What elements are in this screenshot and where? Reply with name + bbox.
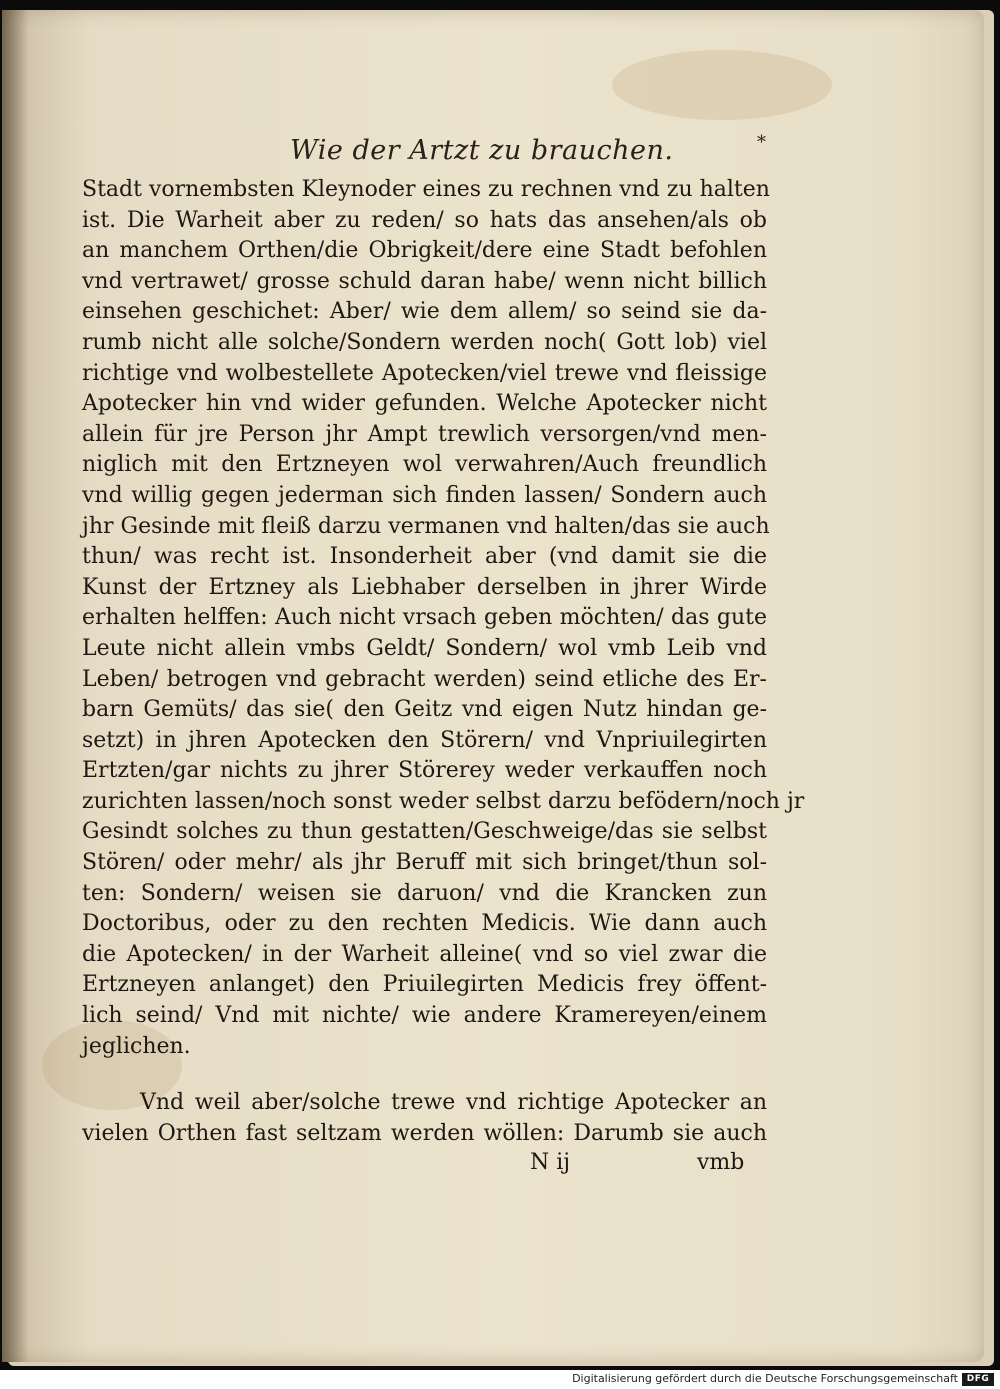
text-line: einsehen geschichet: Aber/ wie dem allem/ so seind sie da-: [82, 299, 767, 325]
text-line: Ertzneyen anlanget) den Priuilegirten Medicis frey öffent-: [82, 972, 767, 998]
text-line: Leben/ betrogen vnd gebracht werden) seind etliche des Er-: [82, 666, 767, 692]
body-text: [82, 175, 805, 1149]
text-line: zurichten lassen/noch sonst weder selbst darzu befödern/noch jr: [82, 788, 805, 814]
header-mark: *: [757, 132, 766, 153]
text-line: Stören/ oder mehr/ als jhr Beruff mit sich bringet/thun sol-: [82, 850, 767, 876]
text-line: an manchem Orthen/die Obrigkeit/dere eine Stadt befohlen: [82, 238, 767, 264]
text-line: thun/ was recht ist. Insonderheit aber (vnd damit sie die: [82, 544, 767, 570]
text-line: Kunst der Ertzney als Liebhaber derselben in jhrer Wirde: [82, 574, 767, 600]
text-line: vnd willig gegen jederman sich finden lassen/ Sondern auch: [82, 482, 767, 508]
spine-shadow: [2, 10, 28, 1362]
text-line: Doctoribus, oder zu den rechten Medicis. Wie dann auch: [82, 911, 767, 937]
text-line: richtige vnd wolbestellete Apotecken/viel trewe vnd fleissige: [82, 360, 767, 386]
text-line: allein für jre Person jhr Ampt trewlich versorgen/vnd men-: [82, 421, 767, 447]
dfg-logo: DFG: [962, 1373, 994, 1386]
text-line: Ertzten/gar nichts zu jhrer Störerey weder verkauffen noch: [82, 758, 767, 784]
credit-bar: [0, 1370, 1000, 1389]
paragraph-gap: [82, 1062, 767, 1088]
text-line: Gesindt solches zu thun gestatten/Geschweige/das sie selbst: [82, 819, 767, 845]
text-line: vnd vertrawet/ grosse schuld daran habe/ wenn nicht billich: [82, 268, 767, 294]
catchword: vmb: [697, 1150, 745, 1175]
text-line: Stadt vornembsten Kleynoder eines zu rechnen vnd zu halten: [82, 177, 770, 202]
paper-stain: [612, 50, 832, 120]
signature-mark: N ij: [530, 1150, 571, 1175]
text-line: niglich mit den Ertzneyen wol verwahren/Auch freundlich: [82, 452, 767, 478]
text-line: Apotecker hin vnd wider gefunden. Welche Apotecker nicht: [82, 391, 767, 417]
funding-credit: Digitalisierung gefördert durch die Deutsche Forschungsgemeinschaft: [572, 1372, 958, 1385]
paragraph-2: [82, 1088, 767, 1149]
text-line: die Apotecken/ in der Warheit alleine( vnd so viel zwar die: [82, 941, 767, 967]
text-line: erhalten helffen: Auch nicht vrsach geben möchten/ das gute: [82, 605, 767, 631]
text-line: ten: Sondern/ weisen sie daruon/ vnd die Krancken zun: [82, 880, 767, 906]
text-line: lich seind/ Vnd mit nichte/ wie andere Kramereyen/einem: [82, 1003, 767, 1029]
text-line: jhr Gesinde mit fleiß darzu vermanen vnd halten/das sie auch: [82, 513, 770, 539]
text-line: Vnd weil aber/solche trewe vnd richtige Apotecker an: [140, 1090, 767, 1116]
text-line: ist. Die Warheit aber zu reden/ so hats das ansehen/als ob: [82, 207, 767, 233]
text-line: Leute nicht allein vmbs Geldt/ Sondern/ wol vmb Leib vnd: [82, 635, 767, 661]
running-header: Wie der Artzt zu brauchen.: [290, 135, 674, 166]
text-line: vielen Orthen fast seltzam werden wöllen: Darumb sie auch: [82, 1120, 767, 1146]
text-line: barn Gemüts/ das sie( den Geitz vnd eigen Nutz hindan ge-: [82, 697, 767, 723]
text-line: setzt) in jhren Apotecken den Störern/ vnd Vnpriuilegirten: [82, 727, 767, 753]
text-line: jeglichen.: [82, 1033, 191, 1059]
text-line: rumb nicht alle solche/Sondern werden noch( Gott lob) viel: [82, 329, 767, 355]
paragraph-1: [82, 175, 805, 1062]
